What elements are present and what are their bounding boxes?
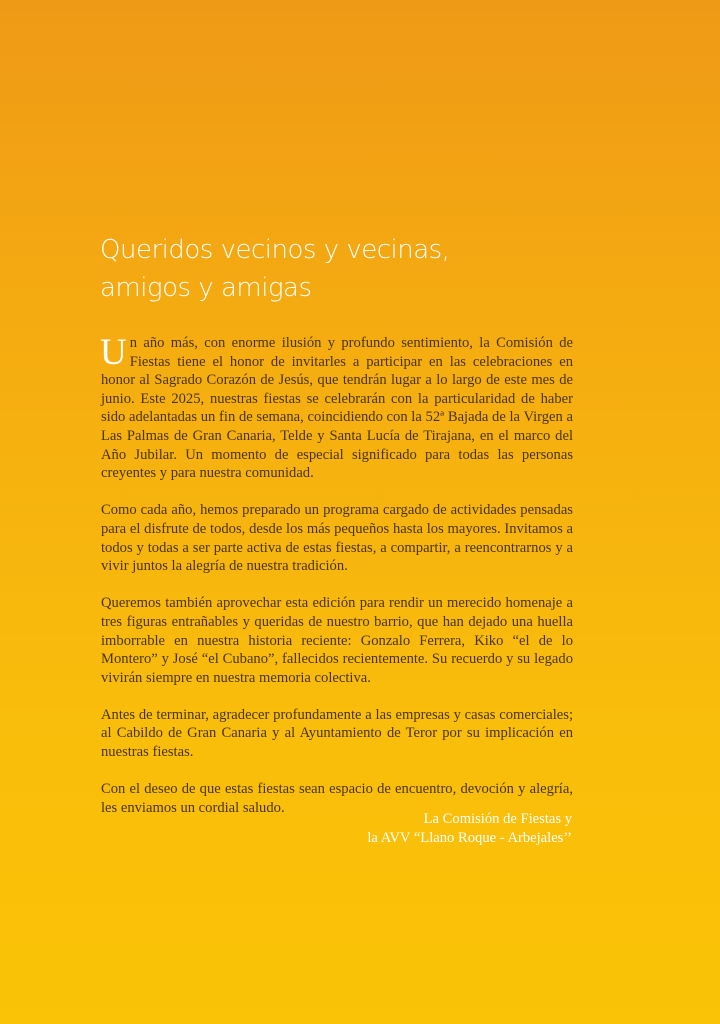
paragraph-3: Queremos también aprovechar esta edición para rendir un merecido homenaje a tres figuras entrañables y queridas de nuestro barrio, que han dejado una huella imborrable en nuestra historia reciente: Gonzalo Ferrera, Kiko “el de lo Montero” y José “el Cubano”, fallecidos recientemente. Su recuerdo y su legado vivirán siempre en nuestra memoria colectiva. — [101, 595, 573, 686]
heading-line-1: Queridos vecinos y vecinas, — [100, 235, 450, 265]
drop-cap: U — [100, 332, 127, 373]
signature-line-2: la AVV “Llano Roque - Arbejales’’ — [367, 830, 572, 846]
signature-line-1: La Comisión de Fiestas y — [423, 811, 572, 827]
letter-signature — [367, 810, 572, 848]
paragraph-5: Con el deseo de que estas fiestas sean espacio de encuentro, devoción y alegría, les enviamos un cordial saludo. — [101, 781, 573, 816]
paragraph-2: Como cada año, hemos preparado un programa cargado de actividades pensadas para el disfrute de todos, desde los más pequeños hasta los mayores. Invitamos a todos y todas a ser parte activa de estas fiestas, a compartir, a reencontrarnos y a vivir juntos la alegría de nuestra tradición. — [101, 502, 573, 575]
letter-heading — [100, 231, 620, 307]
heading-line-2: amigos y amigas — [100, 273, 312, 303]
paragraph-1-text: n año más, con enorme ilusión y profundo sentimiento, la Comisión de Fiestas tiene el honor de invitarles a participar en las celebraciones en honor al Sagrado Corazón de Jesús, que tendrán lugar a lo largo de este mes de junio. Este 2025, nuestras fiestas se celebrarán con la particularidad de haber sido adelantadas un fin de semana, coincidiendo con la 52ª Bajada de la Virgen a Las Palmas de Gran Canaria, Telde y Santa Lucía de Tirajana, en el marco del Año Jubilar. Un momento de especial significado para todas las personas creyentes y para nuestra comunidad. — [101, 335, 573, 482]
paragraph-1 — [101, 334, 573, 483]
paragraph-4: Antes de terminar, agradecer profundamente a las empresas y casas comerciales; al Cabildo de Gran Canaria y al Ayuntamiento de Teror por su implicación en nuestras fiestas. — [101, 706, 573, 761]
letter-body — [101, 334, 573, 836]
